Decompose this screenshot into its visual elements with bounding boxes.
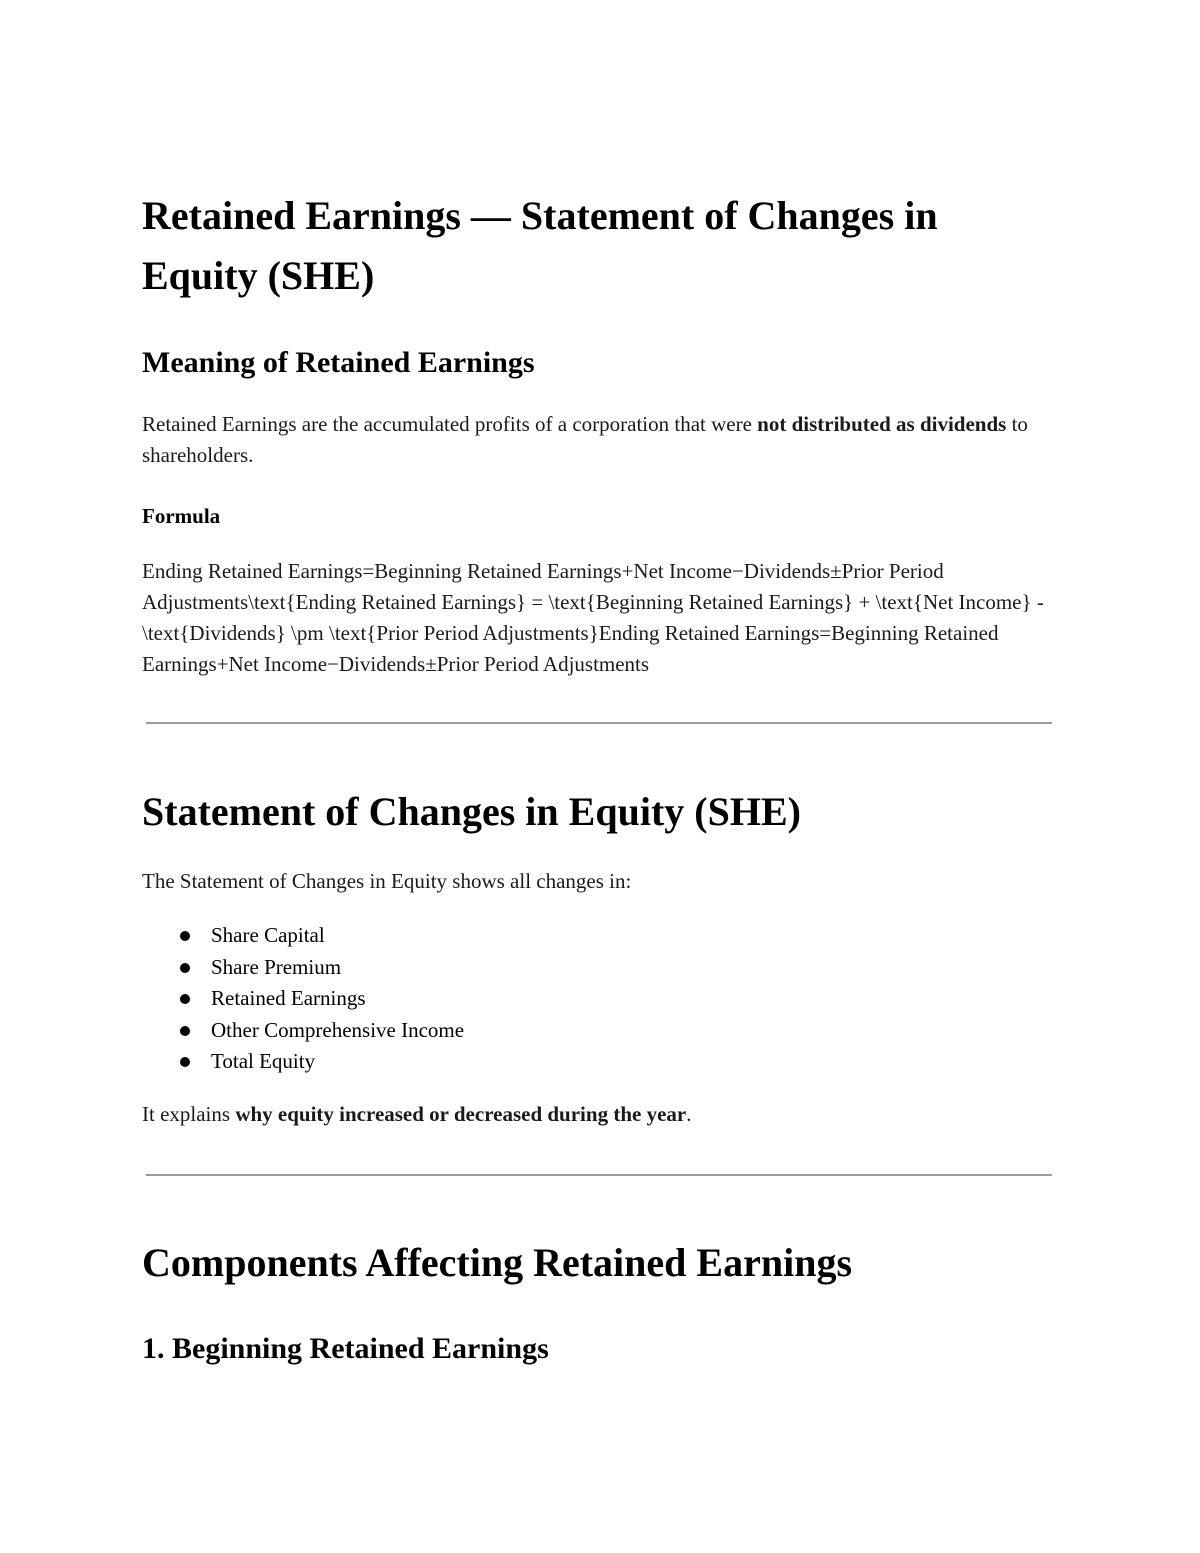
bullet-icon xyxy=(180,963,190,973)
beginning-re-heading: 1. Beginning Retained Earnings xyxy=(142,1332,549,1365)
she-explanation-bold: why equity increased or decreased during the year xyxy=(235,1102,687,1126)
meaning-text-end: to shareholders. xyxy=(142,412,1028,467)
bullet-icon xyxy=(180,1026,190,1036)
list-item: Share Capital xyxy=(142,920,464,952)
bullet-icon xyxy=(180,994,190,1004)
formula-text: Ending Retained Earnings=Beginning Retained Earnings+Net Income−Dividends±Prior Period Adjustments\text{Ending Retained Earnings} = \text{Beginning Retained Earnings} + \text{Net Income} - \text{Dividends} \pm \text{Prior Period Adjustments}Ending Retained Earnings=Beginning Retained Earnings+Net Income−Dividends±Prior Period Adjustments xyxy=(142,559,1044,676)
she-explanation: It explains why equity increased or decreased during the year. xyxy=(142,1102,692,1126)
bullet-icon xyxy=(180,1057,190,1067)
meaning-text-bold: not distributed as dividends xyxy=(757,412,1007,436)
page-title: Retained Earnings — Statement of Changes in Equity (SHE) xyxy=(142,193,938,298)
she-list xyxy=(142,920,464,1078)
list-item: Retained Earnings xyxy=(142,983,464,1015)
meaning-heading: Meaning of Retained Earnings xyxy=(142,346,535,379)
she-heading: Statement of Changes in Equity (SHE) xyxy=(142,789,801,834)
section-divider xyxy=(146,722,1052,724)
list-item: Total Equity xyxy=(142,1046,464,1078)
components-heading: Components Affecting Retained Earnings xyxy=(142,1240,853,1285)
meaning-paragraph xyxy=(142,409,1042,471)
section-divider xyxy=(146,1174,1052,1176)
list-item: Other Comprehensive Income xyxy=(142,1015,464,1047)
list-item: Share Premium xyxy=(142,952,464,984)
bullet-icon xyxy=(180,931,190,941)
she-intro: The Statement of Changes in Equity shows all changes in: xyxy=(142,869,632,893)
meaning-text-start: Retained Earnings are the accumulated profits of a corporation that were xyxy=(142,412,758,436)
formula-heading: Formula xyxy=(142,504,221,528)
